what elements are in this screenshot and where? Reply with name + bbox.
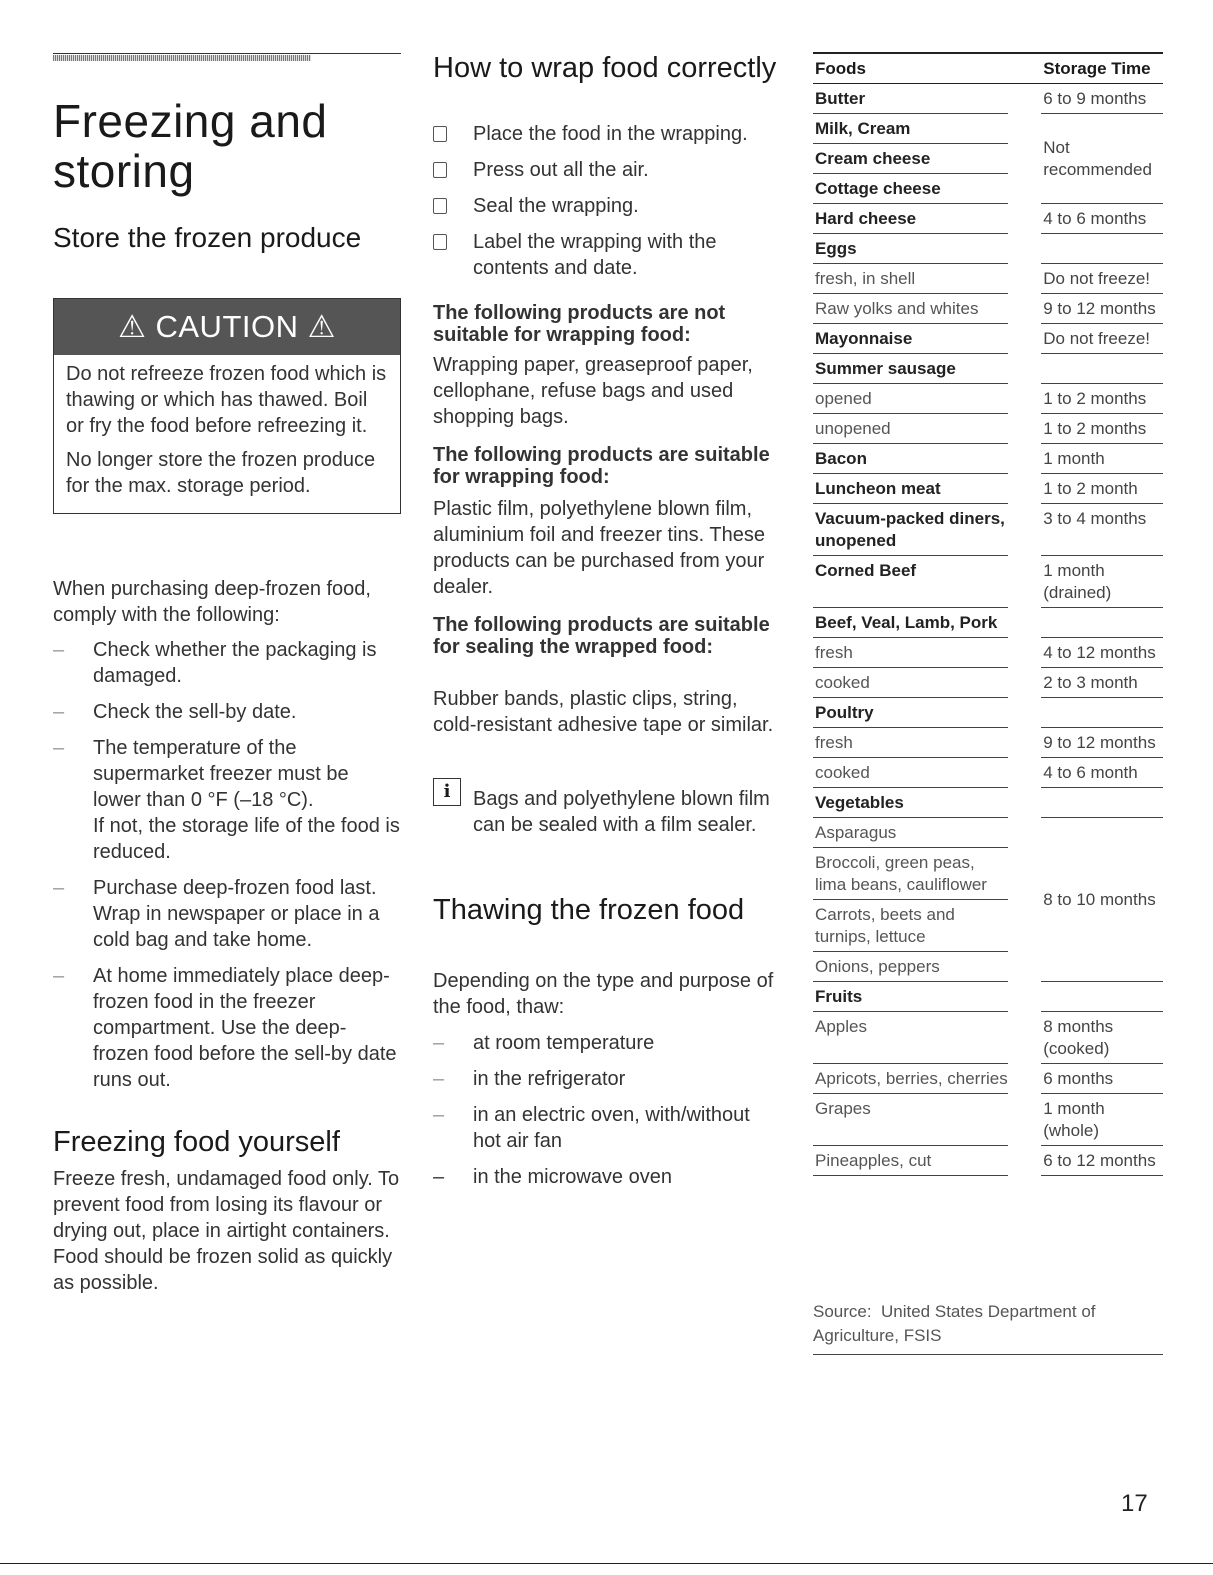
table-row: Hard cheese 4 to 6 months — [813, 204, 1163, 234]
list-item: Place the food in the wrapping. — [433, 121, 783, 147]
list-item: – Check whether the packaging is damaged. — [53, 639, 377, 687]
table-row: Butter 6 to 9 months — [813, 84, 1163, 114]
table-row: Cottage cheese — [813, 174, 1163, 204]
table-row: cooked 2 to 3 month — [813, 668, 1163, 698]
table-row: Apricots, berries, cherries 6 months — [813, 1064, 1163, 1094]
list-item: Seal the wrapping. — [433, 193, 783, 219]
source-text: United States Department of Agriculture, FSIS — [813, 1302, 1096, 1345]
freeze-heading: Freezing food yourself — [53, 1126, 340, 1158]
thaw-list — [433, 1030, 783, 1200]
table-row: Carrots, beets and turnips, lettuce — [813, 900, 1163, 952]
table-row: Raw yolks and whites 9 to 12 months — [813, 294, 1163, 324]
caution-text-2: No longer store the frozen produce for the max. storage period. — [66, 449, 376, 497]
suitable-text: Plastic film, polyethylene blown film, aluminium foil and freezer tins. These products can be purchased from your dealer. — [433, 498, 766, 598]
list-item: – At home immediately place deep-frozen food in the freezer compartment. Use the deep-frozen food before the sell-by date runs out. — [53, 965, 397, 1091]
list-item: – in an electric oven, with/without hot air fan — [433, 1104, 750, 1152]
header-storage-time: Storage Time — [1041, 53, 1163, 84]
wrap-heading: How to wrap food correctly — [433, 52, 777, 84]
table-row: Beef, Veal, Lamb, Pork — [813, 608, 1163, 638]
table-row: Summer sausage — [813, 354, 1163, 384]
header-hatch — [53, 55, 311, 61]
storage-table — [813, 52, 1163, 1176]
table-header — [813, 53, 1163, 84]
table-row: Onions, peppers — [813, 952, 1163, 982]
table-row: fresh 9 to 12 months — [813, 728, 1163, 758]
purchase-list — [53, 637, 401, 1103]
list-item: – The temperature of the supermarket freezer must be lower than 0 °F (–18 °C). — [53, 737, 349, 811]
freeze-text: Freeze fresh, undamaged food only. To prevent food from losing its flavour or drying out, place in airtight containers. Food should be frozen solid as quickly as possible. — [53, 1168, 400, 1294]
not-suitable-text: Wrapping paper, greaseproof paper, cellophane, refuse bags and used shopping bags. — [433, 354, 753, 428]
list-item: – at room temperature — [433, 1032, 655, 1054]
list-item: – in the refrigerator — [433, 1068, 626, 1090]
checkbox-icon — [433, 126, 447, 142]
table-row: Corned Beef 1 month (drained) — [813, 556, 1163, 608]
table-row: Vegetables — [813, 788, 1163, 818]
table-row: cooked 4 to 6 month — [813, 758, 1163, 788]
table-row: Milk, Cream Not recommended — [813, 114, 1163, 144]
checkbox-icon — [433, 198, 447, 214]
thaw-text: Depending on the type and purpose of the food, thaw: — [433, 970, 774, 1018]
table-row: Asparagus 8 to 10 months — [813, 818, 1163, 848]
table-row: Fruits — [813, 982, 1163, 1012]
caution-box — [53, 298, 401, 514]
caution-text-1: Do not refreeze frozen food which is thawing or which has thawed. Boil or fry the food before refreezing it. — [66, 363, 387, 437]
top-rule — [53, 53, 401, 54]
table-row: Poultry — [813, 698, 1163, 728]
source-label: Source: — [813, 1302, 872, 1321]
checkbox-icon — [433, 234, 447, 250]
table-row: fresh 4 to 12 months — [813, 638, 1163, 668]
caution-label: ⚠ CAUTION ⚠ — [54, 299, 400, 355]
checkbox-icon — [433, 162, 447, 178]
seal-heading: The following products are suitable for sealing the wrapped food: — [433, 614, 770, 658]
table-row: fresh, in shell Do not freeze! — [813, 264, 1163, 294]
source-note — [813, 1300, 1163, 1355]
store-heading: Store the frozen produce — [53, 222, 362, 253]
not-suitable-heading: The following products are not suitable for wrapping food: — [433, 302, 726, 346]
suitable-heading: The following products are suitable for wrapping food: — [433, 444, 770, 488]
list-item: – Purchase deep-frozen food last. Wrap in newspaper or place in a cold bag and take home. — [53, 877, 380, 951]
table-row: Luncheon meat 1 to 2 month — [813, 474, 1163, 504]
table-row: Grapes 1 month (whole) — [813, 1094, 1163, 1146]
list-item: Label the wrapping with the contents and date. — [433, 229, 783, 281]
purchase-intro: When purchasing deep-frozen food, comply with the following: — [53, 578, 371, 626]
list-item: Press out all the air. — [433, 157, 783, 183]
bottom-rule — [0, 1563, 1213, 1564]
table-row: unopened 1 to 2 months — [813, 414, 1163, 444]
list-item: – Check the sell-by date. — [53, 701, 297, 723]
table-row: Bacon 1 month — [813, 444, 1163, 474]
info-text: Bags and polyethylene blown film can be sealed with a film sealer. — [473, 788, 770, 836]
header-foods: Foods — [813, 53, 1008, 84]
seal-text: Rubber bands, plastic clips, string, cold-resistant adhesive tape or similar. — [433, 688, 774, 736]
wrap-steps — [433, 121, 783, 291]
table-row: Broccoli, green peas, lima beans, cauliflower — [813, 848, 1163, 900]
list-item-cont: If not, the storage life of the food is reduced. — [93, 815, 400, 863]
table-row: Mayonnaise Do not freeze! — [813, 324, 1163, 354]
table-row: Apples 8 months (cooked) — [813, 1012, 1163, 1064]
table-row: Vacuum-packed diners, unopened 3 to 4 months — [813, 504, 1163, 556]
table-row: Eggs — [813, 234, 1163, 264]
thaw-heading: Thawing the frozen food — [433, 894, 745, 926]
page-title: Freezing and storing — [53, 95, 328, 197]
page-number: 17 — [1121, 1490, 1148, 1517]
table-row: Cream cheese — [813, 144, 1163, 174]
table-row: opened 1 to 2 months — [813, 384, 1163, 414]
table-row: Pineapples, cut 6 to 12 months — [813, 1146, 1163, 1176]
list-item: – in the microwave oven — [433, 1166, 672, 1188]
info-icon: i — [433, 778, 461, 806]
